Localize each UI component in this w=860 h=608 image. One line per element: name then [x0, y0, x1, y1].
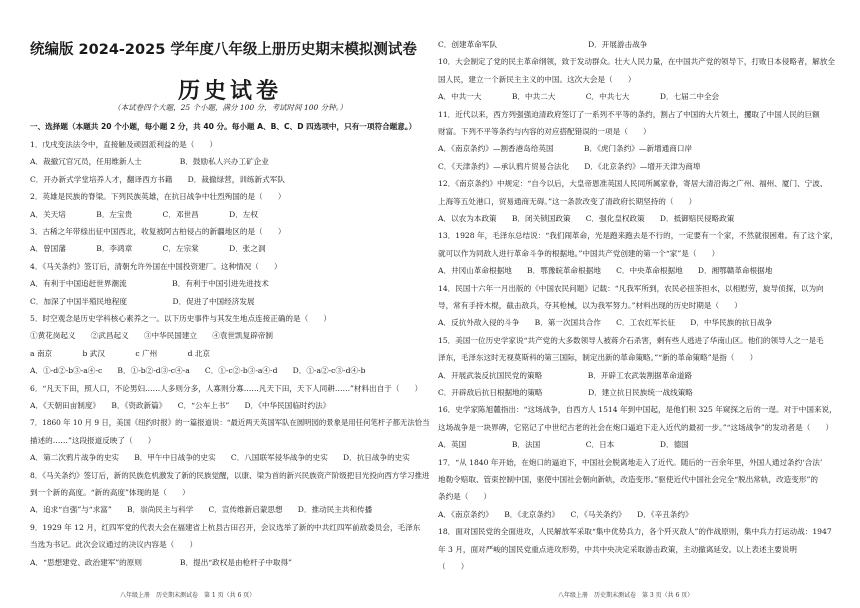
- question-line: 16．史学家陈旭麓指出：“这场战争，自西方人 1514 年到中国起，是他们积 325 年窥探之后的一逞。对于中国来说，: [438, 405, 837, 415]
- question-line: 9．1929 年 12 月，红四军党的代表大会在福建省上杭县古田召开，会议选举了新的中共红四军前敌委员会，毛泽东: [30, 522, 421, 532]
- question-line: 17．“从 1840 年开始，在炮口的逼迫下，中国社会脱离地走入了近代。随后的一百余年里，外国人通过条约‘合法’: [438, 457, 823, 467]
- question-line: 国人民，建立一个新民主主义的中国。这次大会是（ ）: [438, 74, 636, 84]
- question-line: 13．1928 年，毛泽东总结说：“我们闹革命，光是跑来跑去是不行的，一定要有一个家，不然就很困难。有了这个家，: [438, 231, 838, 241]
- question-line: A．“思想建党、政治建军”的原则 B．提出“政权是由枪杆子中取得”: [30, 557, 292, 567]
- question-line: 3．古稀之年带榇出征中国西北，收复被阿古柏侵占的新疆地区的是（ ）: [30, 227, 286, 236]
- question-line: 11．近代以来，西方列强强迫清政府签订了一系列不平等的条约，割占了中国的大片领土，攫取了中国人民的巨额: [438, 109, 820, 119]
- question-line: C．《天津条约》—承认鸦片贸易合法化 D．《北京条约》—增开天津为商埠: [438, 161, 701, 171]
- right-footer: 八年级上册 历史期末测试卷 第 3 页（共 6 页）: [558, 592, 694, 599]
- question-line: A．有利于中国追赶世界潮流 B．有利于中国引进先进技术: [30, 279, 269, 289]
- question-line: 5．时空观念是历史学科核心素养之一。以下历史事件与其发生地点连接正确的是（ ）: [30, 314, 331, 323]
- question-line: A．井冈山革命根据地 B．鄂豫皖革命根据地 C．中央革命根据地 D．湘鄂赣革命根据地: [438, 266, 773, 276]
- right-column: [438, 0, 838, 608]
- question-line: A．①-d②-b③-a④-c B．①-b②-d③-c④-a C．①-c②-b③-a④-d D．①-a②-c③-d④-b: [30, 366, 366, 376]
- question-line: A．中共一大 B．中共二大 C．中共七大 D．七届二中全会: [438, 92, 720, 102]
- question-line: A．开展武装反抗国民党的策略 B．开辟工农武装割据革命道路: [438, 370, 693, 380]
- question-line: 泽东，毛泽东这时无视莫斯科的第三国际，制定出新的革命策略。”“新的革命策略”是指（ ）: [438, 353, 758, 363]
- question-line: 12．《南京条约》中规定：“自今以后，大皇帝恩准英国人民同所属家眷，寄居大清沿海之广州、福州、厦门、宁波、: [438, 179, 828, 189]
- question-line: 当选为书记。此次会议通过的决议内容是（ ）: [30, 540, 198, 550]
- question-line: 18．面对国民党的全面进攻，人民解放军采取“集中优势兵力，各个歼灭敌人”的作战原则，集中兵力打运动战：1947: [438, 527, 832, 537]
- question-line: 2．英雄是民族的脊梁。下列民族英雄，在抗日战争中壮烈殉国的是（ ）: [30, 192, 286, 202]
- question-line: C．加深了中国半殖民地程度 D．促进了中国经济发展: [30, 296, 255, 306]
- question-line: A．英国 B．法国 C．日本 D．德国: [438, 440, 689, 450]
- question-line: 年 3 月，面对严峻的国民党重点进攻形势，中共中央决定采取游击政策，主动撤离延安。以上表述主要说明: [438, 544, 797, 554]
- question-line: 8．《马关条约》签订后，新的民族危机激发了新的民族觉醒，以康、梁为首的新兴民族资产阶级把目光投向西方学习推进: [30, 470, 430, 480]
- question-line: 上海等五处港口，贸易通商无碍。”这一条款改变了清政府长期坚持的（ ）: [438, 196, 697, 206]
- question-line: 7．1860 年 10 月 9 日，美国《纽约时报》的一篇报道说：“最近两天英国军队在圆明园的景象是用任何笔杆子都无法恰当: [30, 418, 430, 428]
- question-line: 就可以作为同敌人进行革命斗争的根据地。”中国共产党创建的第一个“家”是（ ）: [438, 248, 720, 258]
- left-footer: 八年级上册 历史期末测试卷 第 1 页（共 6 页）: [120, 592, 256, 599]
- question-line: A．《南京条约》—割香港岛给英国 B．《虎门条约》—新增通商口岸: [438, 144, 693, 154]
- exam-title: 统编版 2024-2025 学年度八年级上册历史期末模拟测试卷: [30, 42, 417, 58]
- question-line: 导，常有手持木棍，截击敌兵，夺其枪械，以为我军努力。”材料出现的历史时期是（ ）: [438, 301, 742, 310]
- question-line: C．开办新式学堂培养人才，翻译西方书籍 D．裁撤绿营，训练新式军队: [30, 174, 285, 184]
- question-line: 条约是（ ）: [438, 492, 492, 502]
- question-line: 到一个新的高度。“新的高度”体现的是（ ）: [30, 488, 190, 497]
- question-line: A．《南京条约》 B．《北京条约》 C．《马关条约》 D．《辛丑条约》: [438, 509, 693, 519]
- question-line: ①黄花岗起义 ②武昌起义 ③中华民国建立 ④袁世凯复辟帝制: [30, 331, 273, 341]
- question-line: A．曾国藩 B．李鸿章 C．左宗棠 D．张之洞: [30, 244, 266, 254]
- question-line: A．《天朝田亩制度》 B．《资政新篇》 C．“公车上书” D．《中华民国临时约法》: [30, 401, 331, 410]
- exam-note: （本试卷四个大题，25 个小题，满分 100 分，考试时间 100 分钟。）: [113, 103, 347, 112]
- question-line: 1．戊戌变法法令中，直接触及顽固派利益的是（ ）: [30, 140, 218, 149]
- question-line: A．以农为本政策 B．闭关锁国政策 C．强化皇权政策 D．抵御赔民侵略政策: [438, 214, 735, 223]
- question-line: A．第二次鸦片战争的史实 B．甲午中日战争的史实 C．八国联军侵华战争的史实 D．抗日战争的史实: [30, 453, 410, 463]
- question-line: A．关天培 B．左宝贵 C．邓世昌 D．左权: [30, 209, 258, 219]
- question-line: 财富。下列不平等条约与内容的对应搭配错误的一项是（ ）: [438, 127, 651, 136]
- question-line: （ ）: [438, 562, 469, 571]
- question-line: 描述的……”这段报道反映了（ ）: [30, 435, 156, 445]
- question-line: C．开辟敌后抗日根据地的策略 D．建立抗日民族统一战线策略: [438, 388, 693, 397]
- question-line: C．创建革命军队 D．开展游击战争: [438, 40, 648, 49]
- question-line: 地勒令赔取、管束控制中国，驱使中国社会朝向新轨，改造变形。”驱使近代中国社会完全“脱出常轨，改造变形”的: [438, 475, 818, 484]
- question-line: A．追求“自强”与“求富” B．崇尚民主与科学 C．宣传维新启蒙思想 D．推动民主共和传播: [30, 505, 373, 515]
- question-line: A．反抗外敌入侵的斗争 B．第一次国共合作 C．工农红军长征 D．中华民族的抗日战争: [438, 318, 773, 328]
- question-line: 10．大会制定了党的民主革命纲领，致于发动群众。壮大人民力量，在中国共产党的领导下，打败日本侵略者，解放全: [438, 57, 835, 67]
- left-column: [30, 0, 430, 608]
- question-line: 6．“凡天下田，照人口，不论男妇……人多则分多，人寡则分寡……凡天下田，天下人同耕……”材料出自于（ ）: [30, 383, 423, 393]
- question-line: a 南京 b 武汉 c 广州 d 北京: [30, 348, 211, 358]
- section-heading: 一、选择题（本题共 20 个小题，每小题 2 分，共 40 分。每小题 A、B、C、D 四选项中，只有一项符合题意。）: [30, 122, 417, 131]
- question-line: 4．《马关条约》签订后，清朝允许外国在中国投资建厂。这种情况（ ）: [30, 261, 282, 271]
- question-line: A．裁撤冗官冗员，任用维新人士 B．鼓励私人兴办工矿企业: [30, 157, 269, 167]
- question-line: 14．民国十六年一月出版的《中国农民问题》记载：“凡我军所到，农民必扭茶担水，以相慰劳，旋导侦探，以为向: [438, 283, 824, 293]
- question-line: 15．美国一位历史学家说“共产党的大多数领导人被蒋介石杀害，剩有些人逃进了华南山区。他们的领导人之一是毛: [438, 335, 824, 345]
- exam-subtitle: 历史试卷: [177, 79, 282, 104]
- question-line: 这场战争是一块界碑，它铭记了中世纪古老的社会在炮口逼迫下走入近代的最初一步。”“这场战争”的发动者是（ ）: [438, 422, 834, 432]
